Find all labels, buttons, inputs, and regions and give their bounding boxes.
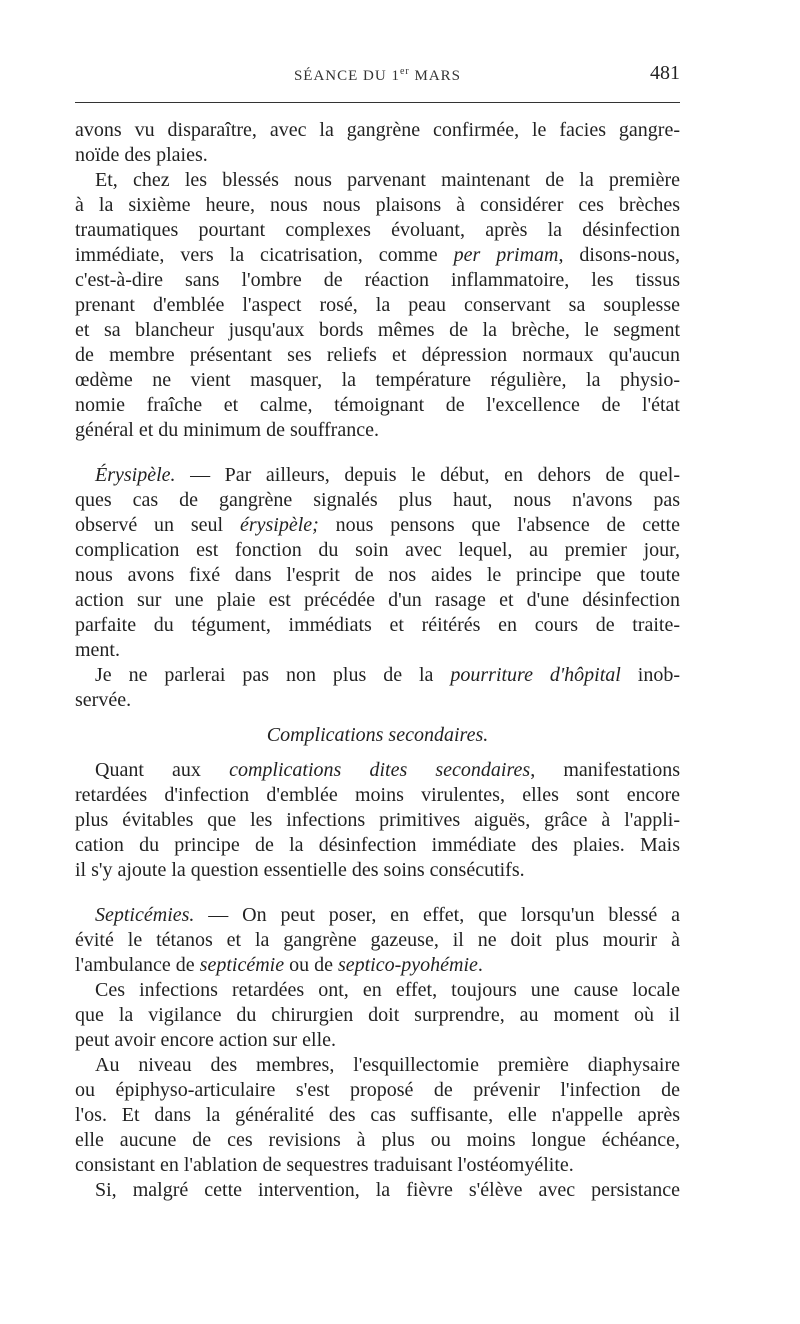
text-line: Au niveau des membres, l'esquillectomie première diaphysaire <box>95 1054 680 1076</box>
text-run: , disons-nous, <box>558 244 680 266</box>
text-run: , manifestations <box>530 759 681 781</box>
text-line: plus évitables que les infections primitives aiguës, grâce à l'appli- <box>75 809 680 831</box>
text-line: ou épiphyso-articulaire s'est proposé de prévenir l'infection de <box>75 1079 680 1101</box>
text-line: il s'y ajoute la question essentielle des soins consécutifs. <box>75 859 525 881</box>
text-line: c'est-à-dire sans l'ombre de réaction inflammatoire, les tissus <box>75 269 680 291</box>
paragraph-gap <box>75 883 680 903</box>
text-line: peut avoir encore action sur elle. <box>75 1029 336 1051</box>
italic-term: septico-pyohémie <box>337 954 478 976</box>
text-line: nous avons fixé dans l'esprit de nos aides le principe que toute <box>75 564 680 586</box>
text-line: de membre présentant ses reliefs et dépression normaux qu'aucun <box>75 344 680 366</box>
text-run: Je ne parlerai pas non plus de la <box>95 664 451 686</box>
text-run: inob- <box>620 664 681 686</box>
text-line: nomie fraîche et calme, témoignant de l'excellence de l'état <box>75 394 680 416</box>
text-run: Quant aux <box>95 759 230 781</box>
text-line: que la vigilance du chirurgien doit surprendre, au moment où il <box>75 1004 680 1026</box>
text-line: avons vu disparaître, avec la gangrène confirmée, le facies gangre- <box>75 119 680 141</box>
italic-term: per primam <box>453 244 559 266</box>
paragraph-gap <box>75 748 680 758</box>
text-line: œdème ne vient masquer, la température régulière, la physio- <box>75 369 680 391</box>
text-line <box>75 243 680 268</box>
page-number: 481 <box>650 62 680 84</box>
italic-heading: Érysipèle. <box>95 464 176 486</box>
section-heading-text: Complications secondaires. <box>266 724 489 746</box>
text-run: observé un seul <box>75 514 224 536</box>
section-heading <box>75 723 680 748</box>
text-line: noïde des plaies. <box>75 144 208 166</box>
text-line: servée. <box>75 689 132 711</box>
text-run: immédiate, vers la cicatrisation, comme <box>75 244 438 266</box>
text-line <box>75 903 680 928</box>
text-line: évité le tétanos et la gangrène gazeuse, il ne doit plus mourir à <box>75 929 680 951</box>
text-line: retardées d'infection d'emblée moins virulentes, elles sont encore <box>75 784 680 806</box>
header-rule <box>75 102 680 103</box>
text-run: — Par ailleurs, depuis le début, en dehors de quel- <box>175 464 680 486</box>
text-line: traumatiques pourtant complexes évoluant, après la désinfection <box>75 219 680 241</box>
italic-term: pourriture d'hôpital <box>450 664 621 686</box>
text-line: complication est fonction du soin avec lequel, au premier jour, <box>75 539 680 561</box>
italic-term: complications dites secondaires <box>229 759 531 781</box>
italic-heading: Septicémies. <box>95 904 195 926</box>
text-run: — On peut poser, en effet, que lorsqu'un blessé a <box>194 904 680 926</box>
text-line: Si, malgré cette intervention, la fièvre s'élève avec persistance <box>95 1179 680 1201</box>
text-line: l'os. Et dans la généralité des cas suffisante, elle n'appelle après <box>75 1104 680 1126</box>
text-line: prenant d'emblée l'aspect rosé, la peau conservant sa souplesse <box>75 294 680 316</box>
paragraph-gap <box>75 443 680 463</box>
text-line: consistant en l'ablation de sequestres traduisant l'ostéomyélite. <box>75 1154 574 1176</box>
text-run: l'ambulance de <box>75 954 200 976</box>
text-line: action sur une plaie est précédée d'un rasage et d'une désinfection <box>75 589 680 611</box>
page-body <box>75 118 680 1203</box>
text-line: ment. <box>75 639 120 661</box>
text-run: nous pensons que l'absence de cette <box>318 514 680 536</box>
text-line <box>75 513 680 538</box>
text-line: Ces infections retardées ont, en effet, toujours une cause locale <box>95 979 680 1001</box>
italic-term: érysipèle; <box>239 514 319 536</box>
text-line <box>75 663 680 688</box>
text-line: cation du principe de la désinfection immédiate des plaies. Mais <box>75 834 680 856</box>
italic-term: septicémie <box>199 954 285 976</box>
paragraph-gap <box>75 713 680 723</box>
text-line: à la sixième heure, nous nous plaisons à considérer ces brèches <box>75 194 680 216</box>
running-title-prefix: SÉANCE DU 1 <box>293 68 400 84</box>
running-title-suffix: MARS <box>409 68 462 84</box>
text-line <box>75 758 680 783</box>
running-title-superscript: er <box>399 66 410 77</box>
text-line: Et, chez les blessés nous parvenant maintenant de la première <box>95 169 680 191</box>
text-line: et sa blancheur jusqu'aux bords mêmes de la brèche, le segment <box>75 319 680 341</box>
text-run: . <box>477 954 483 976</box>
text-line: elle aucune de ces revisions à plus ou moins longue échéance, <box>75 1129 680 1151</box>
page-header <box>75 62 680 92</box>
text-line: général et du minimum de souffrance. <box>75 419 379 441</box>
text-run: ou de <box>284 954 338 976</box>
running-title <box>75 66 680 85</box>
text-line: ques cas de gangrène signalés plus haut, nous n'avons pas <box>75 489 680 511</box>
text-line: parfaite du tégument, immédiats et réitérés en cours de traite- <box>75 614 680 636</box>
text-line <box>75 953 680 978</box>
text-line <box>75 463 680 488</box>
